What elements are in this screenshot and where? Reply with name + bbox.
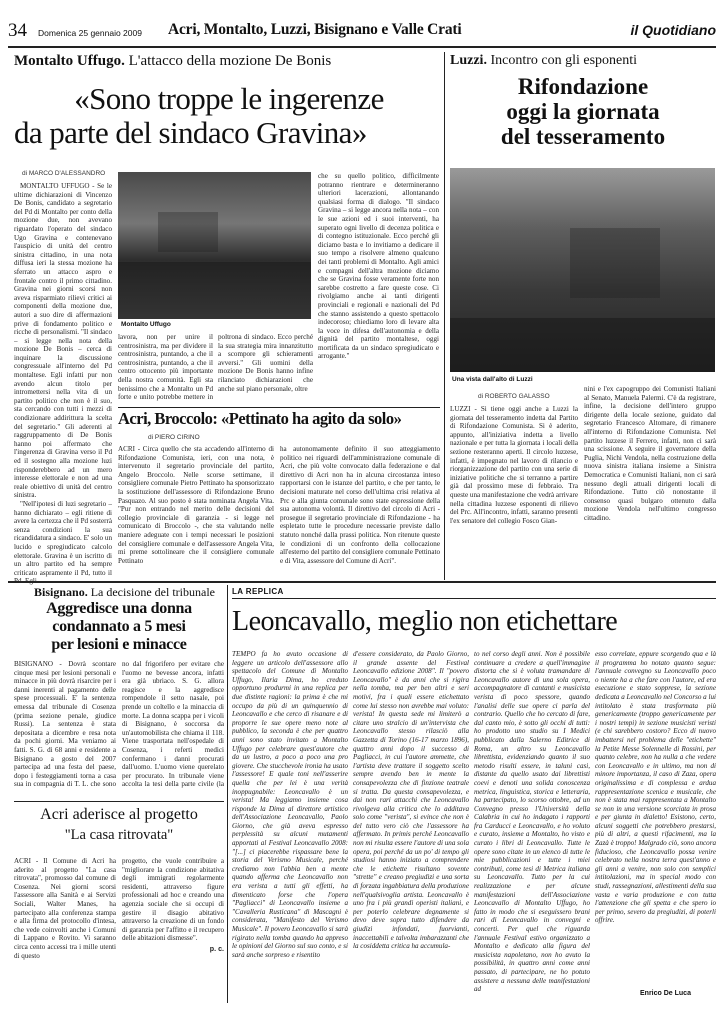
art4-kicker-text: La decisione del tribunale bbox=[90, 585, 215, 599]
art2-headline-line1: Rifondazione bbox=[517, 74, 649, 99]
art2-kicker bbox=[450, 53, 716, 69]
art6-col4-text: esso correlate, eppure scorgendo qua e là il programma ho notato quanto segue: l'annuale convegno su Leoncavallo poco o niente ha a che fare con l'autore, ed era esecuzione e stato sopprese, la sezione dedicata a Leoncavallo nel Concorso a lui intitolato è stata trasformata più genericamente (troppo genericamente per i nostri tempi) in sezione musicisti veristi (e chi sarebbero costoro? Ecco di nuovo imbattersi nel problema delle "etichette" la Petite Messe Solennelle di Rossini, per quanto celebre, non ha nulla a che vedere con Leoncavallo e in ultimo, ma non di minore importanza, il caso di Zaza, opera originalissima e di complessa e ardua rappresentazione scenica e musicale, che non è stata mai rappresentata a Montalto se non in una versione scorciata in prosa e per giunta in dialetto! Esistono, certo, alcuni soggetti che potrebbero prestarsi, più di altri, a questi rifacimenti, ma la Zazà è troppo! Malgrado ciò, sono ancora fiducioso, che Leoncavallo possa venire celebrato nella nostra terra quest'anno e gli anni a venire, non solo con semplici intitolazioni, ma in special modo con studi, rassegnazioni, allestimenti della sua vasta e varia produzione e con tutta l'attenzione che gli spetta e che spero io per primo, severo da pregiudizi, di poterli offrire. bbox=[595, 650, 716, 925]
art6-col4 bbox=[595, 650, 716, 988]
art6-col3 bbox=[474, 650, 590, 1000]
art3-col2-text: ha autonomamente definito il suo atteggiamento politico nei riguardi dell'amministrazione comunale di Acri, che più volte convocato dalla federazione e dal direttivo di Acri non ha in alcuna circostanza inteso rapportarsi con le istanze del partito, e che per tanto, le decisioni maturate nel corso dell'ultima crisi relativa al Prc e alla giunta comunale sono state espressione della sua autonoma volontà. Il direttivo del circolo di Acri - prosegue il segretario provinciale di Rifondazione - ha espletato tutte le procedure necessarie previste dallo statuto nonché dalla prassi politica. Non ritenute queste le condizioni di un confronto della collocazione all'esterno del partito del consigliere comunale Pettinato e di Vita, assessore del Comune di Acri". bbox=[280, 445, 440, 565]
art2-col2 bbox=[584, 385, 716, 577]
art2-kicker-text: Incontro con gli esponenti bbox=[490, 53, 638, 68]
art3-col1-text: ACRI - Circa quello che sta accadendo all'interno di Rifondazione Comunista, ieri, con una nota, è intervenuto il segretario provinciale del partito, Angelo Broccolo. Nelle scorse settimane, il consigliere comunale Pietro Pettinato ha sponsorizzato la sostituzione dell'assessore di Rifondazione Bruno Pasquazo. Al suo posto è stata nominata Angela Vita. "Pur non entrando nel merito delle decisioni del collegio provinciale di garanzia - si legge nel comunicato di Broccolo -, che sta valutando nelle maniere adeguate con i tempi necessari le posizioni del consigliere comunale e dell'assessore Angela Vita, mi preme sottolineare che il consigliere comunale Pettinato bbox=[118, 445, 274, 565]
art1-photo-caption: Montalto Uffugo bbox=[121, 321, 171, 328]
art1-col2-text: lavora, non per unire il centrosinistra, ma per dividere il centrosinistra, puntando, a che il centrosinistra, puntando, a che il centro ottocento più importante della nostra comunità. Egli sta benissimo che a Montalto un Pd forte e unito potrebbe mettere in bbox=[118, 333, 213, 402]
art1-kicker-place: Montalto Uffugo. bbox=[14, 53, 125, 69]
art5-col1-text: ACRI - Il Comune di Acri ha aderito al progetto "La casa ritrovata", promosso dal comune di Cosenza. Nei giorni scorsi l'assessore alla Sanità e ai Servizi Sociali, Walter Manes, ha partecipato alla conferenza stampa e alla firma del protocollo d'intesa, che vede coinvolti anche i Comuni di Lappano e Rovito. Vi saranno circa cento accessi tra i mille utenti di questo bbox=[14, 857, 116, 960]
art5-col2-text: progetto, che vuole contribuire a "migliorare la condizione abitativa degli immigrati regolarmente residenti, attraverso figure professionali ad hoc e creando una agenzia sociale che si occupi di gestire il disagio abitativo attraverso la creazione di un fondo di garanzia per l'affitto e il recupero delle abitazioni dismesse". bbox=[122, 857, 224, 943]
art4-headline bbox=[14, 600, 224, 654]
art2-headline bbox=[450, 74, 716, 149]
art6-col1-text: TEMPO fa ho avuto occasione di leggere un articolo dell'assessore allo spettacolo del Comune di Montalto Uffugo, Ilaria Dima, ho creduto opportuno produrmi in una replica per due distinte ragioni: la prima è che mi occupo da più di un quinquennio di Leoncavallo e che cerco di risanare e di proporre le sue opere meno note al pubblico, la seconda è che per quattro anni sono stato invitato a Montalto Uffugo per celebrare quest'autore che da un lustro, a poco a poco una pro giovere. Che stucchevole ironia ha usato l'assessore! E quale toni nell'asserire quella che per lei è una verità inoppugnabile: Leoncavallo è un verista! Ma leggiamo insieme cosa risponde la Dima al direttore artistico dell'Associazione Leoncavallo, Paolo Giorno, che già aveva espresso perplessità su alcuni mutamenti apportati al Festival Leoncavallo 2008: "[...] ci piacerebbe rispassare bene la storia del Verismo Musicale, perché crediamo non l'abbia ben a mente quando afferma che Leoncavallo non era verista a tutti gli effetti, ha dimenticato forse che l'opera "Pagliacci" di Leoncavallo insieme a "Cavalleria Rusticana" di Mascagni è considerata, "Manifesto del Verismo Musicale". Il povero Leoncavallo si sarà rigirato nella tomba quando ha appreso le opinioni del Giorno sul suo conto, e si sarà anche sorpreso e risentito bbox=[232, 650, 348, 959]
art4-headline-line3: per lesioni e minacce bbox=[51, 636, 187, 653]
art1-col1-text: MONTALTO UFFUGO - Se le ultime dichiarazioni di Vincenzo De Bonis, candidato a segretario del Pd di Montalto per conto della mozione due, non avevano riguardato l'operato del sindaco Ugo Gravina e contenevano l'auspicio di unità del centro sinistra cittadino, in una nota diffusa ieri la stessa mozione ha sferrato un attacco aspro e frontale contro il primo cittadino. Gravina nei giorni scorsi non aveva risparmiato rilievi critici ai componenti della mozione due, autori a suo dire di affermazioni prive di fondamento politico e ricche di personalismi. "Il sindaco – si legge nella nota della mozione De Bonis – cerca di inquinare la discussione congressuale all'interno del Pd montaltese. Egli infatti pur non avendo alcun titolo per intromettersi nella vita di un partito politico che non è il suo, sta cercando con tutti i mezzi di condizionare addirittura la scelta del segretario." Gli aderenti al raggruppamento di De Bonis hanno poi affermato che l'ingerenza di Gravina verso il Pd ed il sostegno alla mozione luzi risponderebbero ad un mero interesse elettorale e non ad una reale obiettivo di unità del centro sinistra. bbox=[14, 182, 112, 500]
art1-kicker bbox=[14, 53, 444, 70]
art6-headline: Leoncavallo, meglio non etichettare bbox=[232, 606, 618, 637]
art5-col1 bbox=[14, 857, 116, 997]
art2-headline-line3: del tesseramento bbox=[500, 124, 666, 149]
art2-col1-text: LUZZI - Si tiene oggi anche a Luzzi la giornata del tesseramento indetta dal Partito di Rifondazione Comunista. Si è aderito, appunto, all'iniziativa indetta a livello nazionale e per tutta la giornata i locali della sezione resteranno aperti. Il circolo luzzese, infatti, è impegnato nel lavoro di rilancio e riorganizzazione del partito con una serie di iniziative politiche che si terranno a partire già dal prossimo mese di febbraio. Tra queste una manifestazione che vedrà arrivare nella cittadina luzzese esponenti di rilievo del Prc. All'incontro, infatti, saranno presenti l'ex senatore del collegio Fosco Gian- bbox=[450, 405, 578, 525]
vertical-divider-bottom bbox=[227, 585, 228, 1003]
art1-col3 bbox=[218, 333, 313, 403]
art4-col1 bbox=[14, 660, 116, 790]
art2-byline: di ROBERTO GALASSO bbox=[478, 393, 550, 400]
art1-col4 bbox=[318, 172, 439, 404]
art2-photo bbox=[450, 168, 715, 372]
art1-col4-text: che su quello politico, difficilmente potranno rientrare e determineranno ulteriori lacerazioni, allontanando qualsiasi forma di dialogo. "Il sindaco Gravina – si legge ancora nella nota – con le sue azioni ed i suoi interventi, ha superato ogni livello di decenza politica e di contegno istituzionale. Ecco perché gli diciamo basta e lo invitiamo a dedicare il suo tempo a risolvere almeno qualcuno dei tanti problemi di Montalto. Agli amici e compagni dell'altra mozione diciamo che se Gravina fosse veramente forte non sarebbe costretto a fare queste cose. Ci rivolgiamo anche ai tanti dirigenti provinciali e regionali e nazionali del Pd che stanno assistendo a questo spettacolo indecoroso; chiediamo loro di levare alta la voce in difesa dell'autonomia e della dignità del partito montaltese, oggi mortificata da un sindaco spregiudicato e arrogante." bbox=[318, 172, 439, 361]
section-title: Acri, Montalto, Luzzi, Bisignano e Valle Crati bbox=[168, 21, 462, 38]
art2-photo-caption: Una vista dall'alto di Luzzi bbox=[452, 376, 533, 383]
art5-subhead: "La casa ritrovata" bbox=[64, 827, 174, 843]
header-rule bbox=[8, 46, 716, 48]
art3-col2 bbox=[280, 445, 440, 577]
art4-kicker bbox=[34, 585, 224, 600]
art3-byline: di PIERO CIRINO bbox=[148, 434, 200, 441]
art5-top-rule bbox=[14, 801, 224, 802]
art1-kicker-text: L'attacco della mozione De Bonis bbox=[128, 53, 332, 69]
art6-label-rule bbox=[232, 598, 716, 599]
art3-top-rule bbox=[118, 407, 440, 408]
art4-col1-text: BISIGNANO - Dovrà scontare cinque mesi per lesioni personali e minacce in più dovrà risarcire per i danni inerenti al pagamento delle spese processuali. E' la sentenza emessa dal tribunale di Cosenza (prima sezione penale, giudice Russi). La sentenza è stata depositata a dicembre e resa nota da pochi giorni. Ma veniamo ai fatti. S. G. di 68 anni e residente a Bisignano a gosto del 2007 partecipa ad una festa del paese, dopo i festeggiamenti torna a casa sua in compagnia di T. L. che sono bbox=[14, 660, 116, 789]
art4-headline-line1: Aggredisce una donna bbox=[46, 600, 192, 617]
art1-headline-line1: «Sono troppe le ingerenze bbox=[74, 81, 384, 116]
art5-headline: Acri aderisce al progetto bbox=[40, 806, 198, 823]
art2-kicker-place: Luzzi. bbox=[450, 53, 487, 68]
art1-photo bbox=[118, 172, 311, 319]
art6-label: LA REPLICA bbox=[232, 587, 284, 596]
art1-col1 bbox=[14, 182, 112, 622]
art6-col2-text: d'essere considerato, da Paolo Giorno, il grande assente del Festival Leoncavallo edizione 2008". Il "povero Leoncavallo" è da anni che si rigira nella tomba, ma per ben altri e seri motivi, fra i quali essere etichettato come lui stesso non avrebbe mai voluto: verista! In questa sede mi limiterò a citare uno stralcio di un'intervista che Leoncavallo stesso rilasciò alla Gazzetta di Torino (16-17 marzo 1896), quattro anni dopo il successo di Pagliacci, in cui l'autore ammette, che l'artista deve trattare il soggetto scelto sempre avendo ben in mente la consapevolezza che di finzione teatrale si tratta. Da questa consapevolezza, e dai non rari attacchi che Leoncavallo rivolgeva alla critica che lo additava solo come "verista", si evince che non è del tutto vero ciò che l'assessore ha affermato. In primis perché Leoncavallo non mi risulta essere l'autore di una sola opera, poi perché da un po' di tempo gli studiosi hanno iniziato a comprendere che le etichette risultano sovente "strette" e creano pregiudizi e una sorta di forzata ingabbiatura della produzione nell'qualsivoglia artista. Leoncavallo è uno fra i più grandi operisti italiani, e per poterlo celebrare degnamente si devo deve sopra tutto difendere da giudizi infondati, fuorvianti, inaccettabili e talvolta imbarazzanti che la cosiddetta critica ha accumula- bbox=[353, 650, 469, 951]
art6-col2 bbox=[353, 650, 469, 1000]
art1-col3-text: poltrona di sindaco. Ecco perché la sua strategia mira innanzitutto a scompore gli schieramenti avversi." Gli uomini della mozione De Bonis hanno infine rilanciato dichiarazioni che anche sul piano personale, oltre bbox=[218, 333, 313, 393]
vertical-divider-top bbox=[444, 52, 445, 580]
art5-signature: p. c. bbox=[209, 944, 224, 953]
middle-rule bbox=[8, 581, 716, 583]
art4-headline-line2: condannato a 5 mesi bbox=[52, 618, 186, 635]
masthead-logo: il Quotidiano bbox=[630, 22, 716, 38]
art5-col2 bbox=[122, 857, 224, 997]
page-date: Domenica 25 gennaio 2009 bbox=[38, 28, 142, 38]
art6-signature: Enrico De Luca bbox=[640, 990, 691, 997]
art1-col2 bbox=[118, 333, 213, 403]
art2-col2-text: nini e l'ex capogruppo dei Comunisti Italiani al Senato, Manuela Palermi. C'è da registrare, infine, la decisione dell'intero gruppo dirigente della locale sezione, guidato dal segretario Francesco Altomare, di rimanere all'interno di Rifondazione Comunista. Nel partito luzzese il Ferrero, infatti, non ci sarà una scissione. A seguire il governatore della Puglia, Nichi Vendola, nella costruzione della nuova sinistra italiana insieme a Sinistra Democratica e Comunisti Italiani, non ci sarà nessuno degli attuali dirigenti locali di Rifondazione. Tutto ciò nonostante il consenso quasi bulgaro ottenuto dalla mozione Vendola nell'ultimo congresso cittadino. bbox=[584, 385, 716, 522]
art1-col1b-text: "Nell'ipotesi di luzi segretario – hanno dichiarato – egli ritiene di avere la certezza che il Pd sosterrà senza condizioni la sua ricandidatura a sindaco. E' solo un lucido e spregiudicato calcolo elettorale. Gravina è un iscritto di un altro partito ed ha sempre criticato aspramente il Pd, tutto il bbox=[14, 499, 112, 577]
art1-headline bbox=[14, 82, 444, 150]
art4-kicker-place: Bisignano. bbox=[34, 585, 88, 599]
art2-headline-line2: oggi la giornata bbox=[506, 99, 660, 124]
page-number: 34 bbox=[8, 20, 27, 41]
art4-col2 bbox=[122, 660, 224, 790]
art6-col3-text: to nel corso degli anni. Non è possibile continuare a credere a quell'immagine distorta che si è voluta tramandare di Leoncavallo autore di una sola opera, accompagnatore di cantanti e musicista verista di poco spessore, quando l'analisi delle sue opere ci parla del contrario. Quello che ho cercato di fare, dal canto mio, è sotto gli occhi di tutti: ho prodotto uno studio su I Medici pubblicato dalla Salerno Editrice di Roma, un altro su Leoncavallo librettista, evidenziando quanto il suo metodo risulti essere, in taluni casi, distante da quello usato dai librettisti coevi e denoti una solida conoscenza metrica, linguistica, storica e letteraria, ha partecipato, lo scorso ottobre, ad un Convegno presso l'Università della Calabria in cui ho indagato i rapporti fra Carducci e Leoncavallo, e ho voluto e curato, insieme a Montalto, ho visto e curato i libri di Leoncavallo. Tutte le opere sono citate in un elenco di tutte le mie pubblicazioni e tutte i miei contributi, come tesi di Metrica italiana su Leoncavallo. Tutto per la cui realizzazione e per alcune manifestazioni dell'Associazione Leoncavallo di Montalto Uffugo, ho fatto in modo che si eseguissero brani rari di Leoncavallo in convegni e concerti. Per quel che riguarda l'annuale Festival estivo organizzato a Montalto e dedicato alla figura del musicista napoletano, non ho avuto la possibilità, in quattro anni come anni passato, di partecipare, ne ho potuto assistere a nessuna delle manifestazioni ad bbox=[474, 650, 590, 994]
art1-headline-line2: da parte del sindaco Gravina» bbox=[14, 115, 367, 150]
art4-col2-text: no dal frigorifero per evitare che l'uomo ne bevesse ancora, infatti era già ubriaco. S. G. allora reagisce e la aggredisce rompendole il setto nasale, poi prende un coltello e la minaccia di morte. La donna scappa per i vicoli di Bisignano, è soccorsa da un'automobilista che chiama il 118. Viene trasportata nell'ospedale di Cosenza, i referti medici confermano i danni procurati dall'uomo. L'uomo viene querelato per procurato. In tribunale viene accolta la tesi della parte civile (la bbox=[122, 660, 224, 789]
art1-byline: di MARCO D'ALESSANDRO bbox=[22, 170, 106, 177]
page-header bbox=[8, 22, 716, 44]
art3-col1 bbox=[118, 445, 274, 577]
art6-col1 bbox=[232, 650, 348, 1000]
art3-headline: Acri, Broccolo: «Pettinato ha agito da solo» bbox=[118, 409, 402, 428]
art2-col1 bbox=[450, 405, 578, 577]
